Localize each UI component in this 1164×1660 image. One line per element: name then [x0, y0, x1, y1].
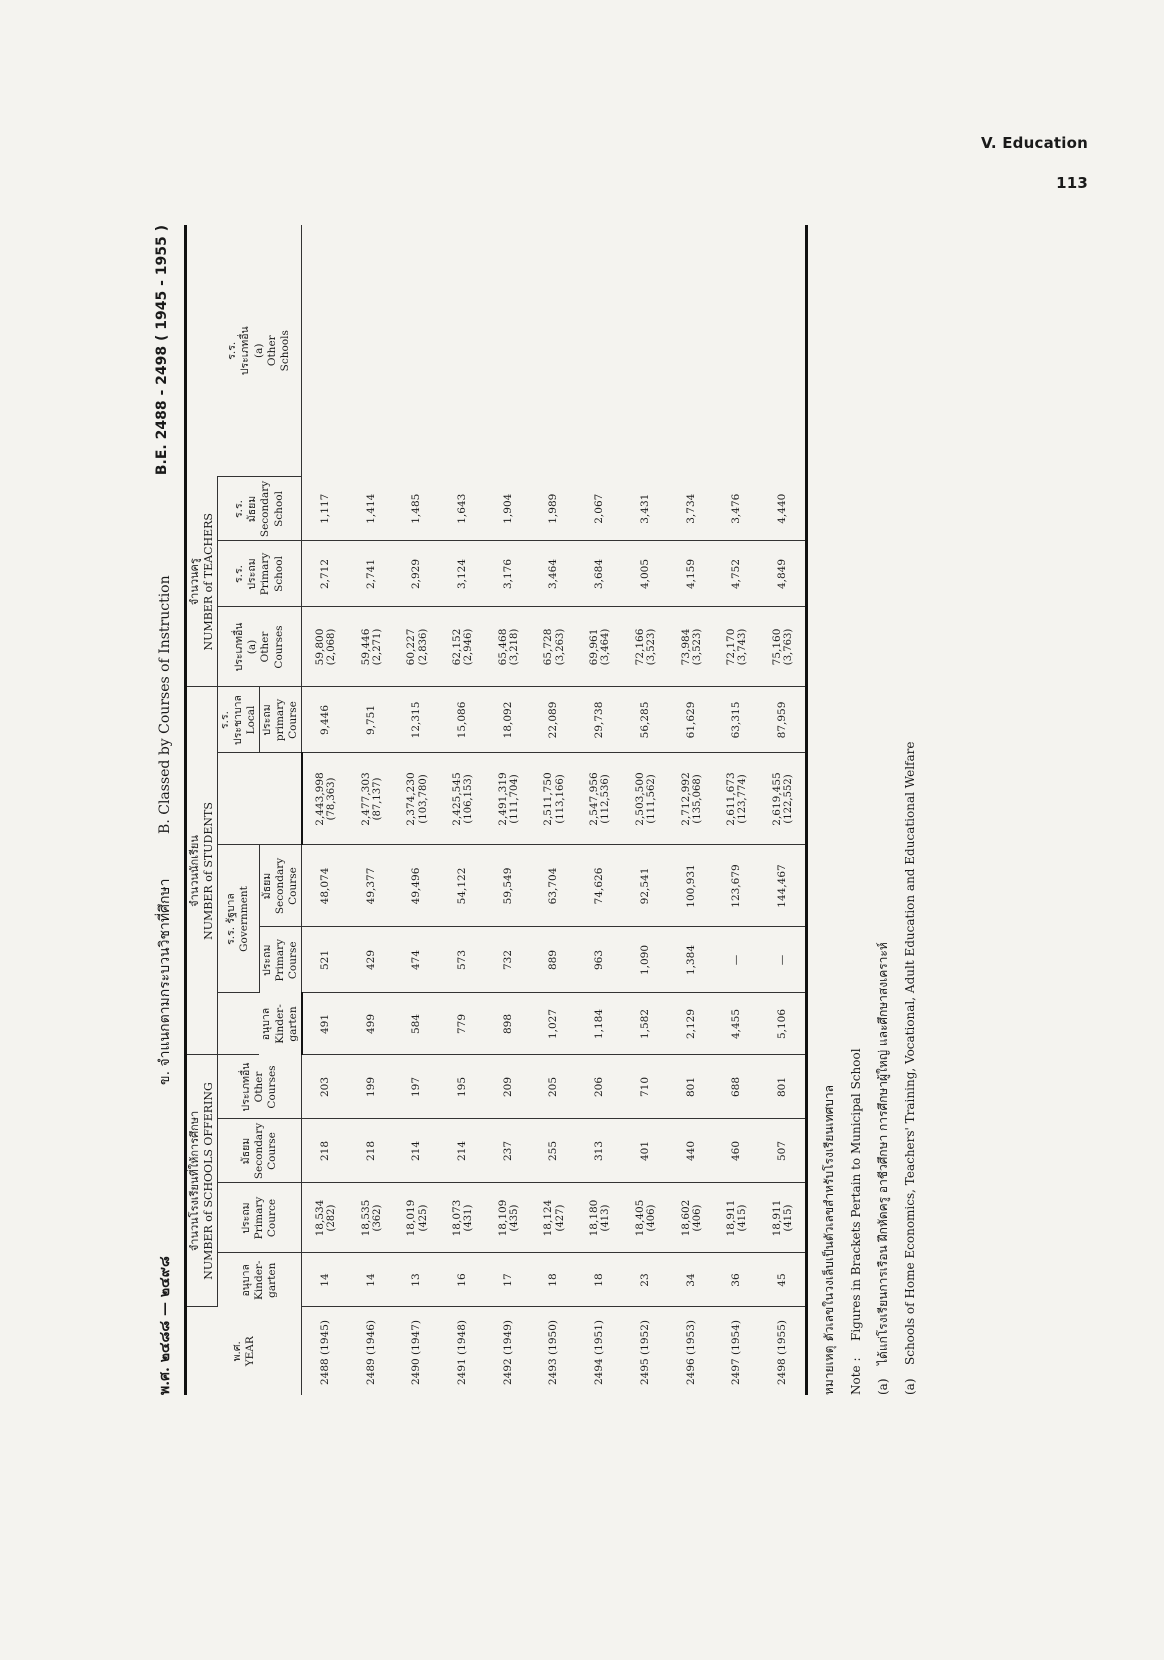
cell-year: 2494 (1951)	[593, 1320, 606, 1385]
cell-so: 199	[348, 1055, 394, 1119]
cell-ngp: —	[714, 927, 760, 993]
local-header: ร.ร. ประชาบาล Local	[217, 687, 259, 753]
cell-ngs: 92,541	[623, 845, 669, 927]
students-kinder-blank	[217, 993, 259, 1055]
cell-year: 2497 (1954)	[730, 1320, 743, 1385]
cell-ngs: 123,679	[714, 845, 760, 927]
cell-so: 710	[623, 1055, 669, 1119]
cell-ss: 440	[668, 1119, 714, 1183]
cell-ts: 2,741	[348, 541, 394, 607]
cell-year: 2493 (1950)	[547, 1320, 560, 1385]
cell-tp: 72,170 (3,743)	[714, 607, 760, 687]
cell-nk: 2,129	[668, 993, 714, 1055]
students-other-header: ประเภทอื่น (a) Other Courses	[217, 607, 302, 687]
cell-year: 2498 (1955)	[775, 1320, 788, 1385]
cell-nk: 898	[486, 993, 532, 1055]
table-row	[348, 225, 394, 1395]
cell-ts: 3,464	[531, 541, 577, 607]
cell-nl: 2,712,992 (135,068)	[668, 753, 714, 845]
cell-ngp: 889	[531, 927, 577, 993]
cell-ss: 460	[714, 1119, 760, 1183]
cell-sp: 18,073 (431)	[440, 1183, 486, 1253]
thai-title: ข. จำแนกตามกระบวนวิชาที่ศึกษา	[157, 878, 173, 1085]
note-thai: หมายเหตุ : ตัวเลขในวงเล็บเป็นตัวเลขสำหรับโรงเรียนเทศบาล	[822, 1085, 836, 1395]
note-english: Note : Figures in Brackets Pertain to Municipal School	[849, 1048, 863, 1395]
cell-nk: 491	[302, 993, 349, 1055]
year-header: พ.ศ. YEAR	[186, 1307, 302, 1395]
cell-nl: 2,511,750 (113,166)	[531, 753, 577, 845]
cell-nl: 2,374,230 (103,780)	[394, 753, 440, 845]
cell-nl: 2,425,545 (106,153)	[440, 753, 486, 845]
cell-so: 205	[531, 1055, 577, 1119]
table-body	[302, 225, 807, 1395]
cell-sp: 18,911 (415)	[760, 1183, 807, 1253]
cell-so: 801	[668, 1055, 714, 1119]
table-row	[394, 225, 440, 1395]
students-group-header: จำนวนนักเรียน NUMBER of STUDENTS	[186, 687, 218, 1055]
cell-ngs: 49,496	[394, 845, 440, 927]
thai-year-range: พ.ศ. ๒๔๘๘ — ๒๔๙๘	[157, 1256, 173, 1395]
cell-to: 1,414	[348, 477, 394, 541]
cell-ngp: 573	[440, 927, 486, 993]
students-local-primary-header: ประถม primary Course	[259, 687, 301, 753]
cell-sk: 13	[394, 1253, 440, 1307]
students-spacer	[217, 753, 259, 845]
table-row	[302, 225, 349, 1395]
cell-nk: 4,455	[714, 993, 760, 1055]
cell-sp: 18,019 (425)	[394, 1183, 440, 1253]
cell-nl: 2,611,673 (123,774)	[714, 753, 760, 845]
cell-tp: 62,152 (2,946)	[440, 607, 486, 687]
cell-no: 87,959	[760, 687, 807, 753]
cell-ts: 4,005	[623, 541, 669, 607]
students-gov-secondary-header: มัธยม Secondary Course	[259, 845, 301, 927]
teachers-other-header: ร.ร. ประเภทอื่น (a) Other Schools	[217, 225, 302, 477]
notes-block	[818, 225, 926, 1395]
cell-ss: 214	[440, 1119, 486, 1183]
cell-no: 29,738	[577, 687, 623, 753]
cell-sk: 18	[577, 1253, 623, 1307]
cell-so: 195	[440, 1055, 486, 1119]
cell-to: 3,734	[668, 477, 714, 541]
cell-ss: 313	[577, 1119, 623, 1183]
cell-nk: 1,027	[531, 993, 577, 1055]
cell-so: 801	[760, 1055, 807, 1119]
cell-to: 1,989	[531, 477, 577, 541]
teachers-primary-header: ร.ร. ประถม Primary School	[217, 541, 302, 607]
cell-tp: 65,468 (3,218)	[486, 607, 532, 687]
cell-ngp: 1,090	[623, 927, 669, 993]
cell-nk: 1,582	[623, 993, 669, 1055]
cell-ngs: 100,931	[668, 845, 714, 927]
cell-year: 2490 (1947)	[410, 1320, 423, 1385]
cell-sk: 45	[760, 1253, 807, 1307]
cell-sp: 18,534 (282)	[302, 1183, 349, 1253]
schools-kinder-header: อนุบาล Kinder- garten	[217, 1253, 302, 1307]
cell-tp: 59,800 (2,068)	[302, 607, 349, 687]
cell-to: 3,431	[623, 477, 669, 541]
cell-ngs: 54,122	[440, 845, 486, 927]
cell-nl: 2,547,956 (112,536)	[577, 753, 623, 845]
cell-ts: 3,684	[577, 541, 623, 607]
cell-to: 4,440	[760, 477, 807, 541]
cell-sp: 18,180 (413)	[577, 1183, 623, 1253]
cell-ss: 214	[394, 1119, 440, 1183]
cell-ngs: 48,074	[302, 845, 349, 927]
cell-sp: 18,405 (406)	[623, 1183, 669, 1253]
cell-ts: 3,124	[440, 541, 486, 607]
cell-ngp: —	[760, 927, 807, 993]
cell-ngs: 59,549	[486, 845, 532, 927]
cell-to: 1,904	[486, 477, 532, 541]
table-header-line	[150, 225, 176, 1395]
table-row	[623, 225, 669, 1395]
cell-so: 688	[714, 1055, 760, 1119]
schools-group-header: จำนวนโรงเรียนที่ให้การศึกษา NUMBER of SCHOOLS OFFERING	[186, 1055, 218, 1307]
cell-ngp: 429	[348, 927, 394, 993]
cell-no: 12,315	[394, 687, 440, 753]
cell-so: 197	[394, 1055, 440, 1119]
schools-other-header: ประเภทอื่น Other Courses	[217, 1055, 302, 1119]
cell-sk: 16	[440, 1253, 486, 1307]
cell-ngp: 732	[486, 927, 532, 993]
cell-no: 56,285	[623, 687, 669, 753]
be-year-range: B.E. 2488 - 2498 ( 1945 - 1955 )	[154, 225, 170, 476]
cell-ss: 255	[531, 1119, 577, 1183]
cell-ngs: 144,467	[760, 845, 807, 927]
cell-ngp: 474	[394, 927, 440, 993]
cell-nk: 5,106	[760, 993, 807, 1055]
cell-year: 2491 (1948)	[456, 1320, 469, 1385]
rotated-table-area	[150, 225, 917, 1395]
students-spacer-bottom	[259, 753, 301, 845]
education-table	[184, 225, 808, 1395]
cell-no: 9,751	[348, 687, 394, 753]
cell-nk: 1,184	[577, 993, 623, 1055]
footnote-a-english: (a) Schools of Home Economics, Teachers' Training, Vocational, Adult Education and Educational Welfare	[903, 741, 917, 1395]
table-row	[760, 225, 807, 1395]
cell-sp: 18,109 (435)	[486, 1183, 532, 1253]
table-row	[440, 225, 486, 1395]
cell-ss: 401	[623, 1119, 669, 1183]
table-row	[486, 225, 532, 1395]
cell-ts: 4,849	[760, 541, 807, 607]
cell-no: 9,446	[302, 687, 349, 753]
cell-ngp: 521	[302, 927, 349, 993]
cell-year: 2496 (1953)	[684, 1320, 697, 1385]
cell-ss: 218	[302, 1119, 349, 1183]
cell-to: 1,117	[302, 477, 349, 541]
table-row	[577, 225, 623, 1395]
page-number: 113	[1056, 174, 1088, 192]
teachers-group-header: จำนวนครู NUMBER of TEACHERS	[186, 477, 218, 687]
table-row	[668, 225, 714, 1395]
cell-so: 203	[302, 1055, 349, 1119]
cell-to: 3,476	[714, 477, 760, 541]
table-row	[714, 225, 760, 1395]
cell-tp: 75,160 (3,763)	[760, 607, 807, 687]
cell-so: 209	[486, 1055, 532, 1119]
cell-no: 18,092	[486, 687, 532, 753]
cell-tp: 73,984 (3,523)	[668, 607, 714, 687]
schools-secondary-header: มัธยม Secondary Course	[217, 1119, 302, 1183]
cell-to: 2,067	[577, 477, 623, 541]
cell-sp: 18,911 (415)	[714, 1183, 760, 1253]
cell-no: 63,315	[714, 687, 760, 753]
cell-tp: 69,961 (3,464)	[577, 607, 623, 687]
cell-ts: 2,929	[394, 541, 440, 607]
cell-no: 22,089	[531, 687, 577, 753]
cell-so: 206	[577, 1055, 623, 1119]
table-title	[154, 575, 176, 1085]
cell-ngp: 963	[577, 927, 623, 993]
cell-ss: 237	[486, 1119, 532, 1183]
cell-nl: 2,503,500 (111,562)	[623, 753, 669, 845]
schools-primary-header: ประถม Primary Cource	[217, 1183, 302, 1253]
cell-tp: 65,728 (3,263)	[531, 607, 577, 687]
cell-ts: 4,159	[668, 541, 714, 607]
teachers-secondary-header: ร.ร. มัธยม Secondary School	[217, 477, 302, 541]
cell-ss: 507	[760, 1119, 807, 1183]
footnote-a-thai: (a) ได้แก่โรงเรียนการเรือน ฝึกหัดครู อาชีวศึกษา การศึกษาผู้ใหญ่ และศึกษาสงเคราะห์	[876, 942, 890, 1395]
students-gov-primary-header: ประถม Primary Course	[259, 927, 301, 993]
cell-sk: 36	[714, 1253, 760, 1307]
cell-year: 2492 (1949)	[501, 1320, 514, 1385]
cell-ngs: 74,626	[577, 845, 623, 927]
cell-sk: 18	[531, 1253, 577, 1307]
students-kinder-header: อนุบาล Kinder- garten	[259, 993, 301, 1055]
cell-nl: 2,619,455 (122,552)	[760, 753, 807, 845]
cell-ts: 2,712	[302, 541, 349, 607]
cell-nl: 2,477,303 (87,137)	[348, 753, 394, 845]
cell-to: 1,485	[394, 477, 440, 541]
cell-year: 2489 (1946)	[364, 1320, 377, 1385]
cell-ts: 3,176	[486, 541, 532, 607]
cell-sk: 14	[348, 1253, 394, 1307]
cell-ngp: 1,384	[668, 927, 714, 993]
cell-sp: 18,124 (427)	[531, 1183, 577, 1253]
cell-sk: 23	[623, 1253, 669, 1307]
english-title: B. Classed by Courses of Instruction	[157, 575, 173, 834]
cell-ss: 218	[348, 1119, 394, 1183]
cell-sp: 18,535 (362)	[348, 1183, 394, 1253]
cell-no: 61,629	[668, 687, 714, 753]
cell-nk: 499	[348, 993, 394, 1055]
cell-ngs: 49,377	[348, 845, 394, 927]
cell-tp: 72,166 (3,523)	[623, 607, 669, 687]
section-header: V. Education	[981, 134, 1088, 152]
cell-nk: 779	[440, 993, 486, 1055]
table-row	[531, 225, 577, 1395]
cell-tp: 60,227 (2,836)	[394, 607, 440, 687]
cell-nk: 584	[394, 993, 440, 1055]
cell-year: 2488 (1945)	[318, 1320, 331, 1385]
cell-to: 1,643	[440, 477, 486, 541]
cell-ts: 4,752	[714, 541, 760, 607]
government-header: ร.ร. รัฐบาล Government	[217, 845, 259, 993]
cell-year: 2495 (1952)	[638, 1320, 651, 1385]
cell-sk: 34	[668, 1253, 714, 1307]
cell-tp: 59,446 (2,271)	[348, 607, 394, 687]
cell-sp: 18,602 (406)	[668, 1183, 714, 1253]
cell-sk: 14	[302, 1253, 349, 1307]
cell-sk: 17	[486, 1253, 532, 1307]
cell-nl: 2,491,319 (111,704)	[486, 753, 532, 845]
cell-no: 15,086	[440, 687, 486, 753]
cell-nl: 2,443,998 (78,363)	[302, 753, 349, 845]
cell-ngs: 63,704	[531, 845, 577, 927]
